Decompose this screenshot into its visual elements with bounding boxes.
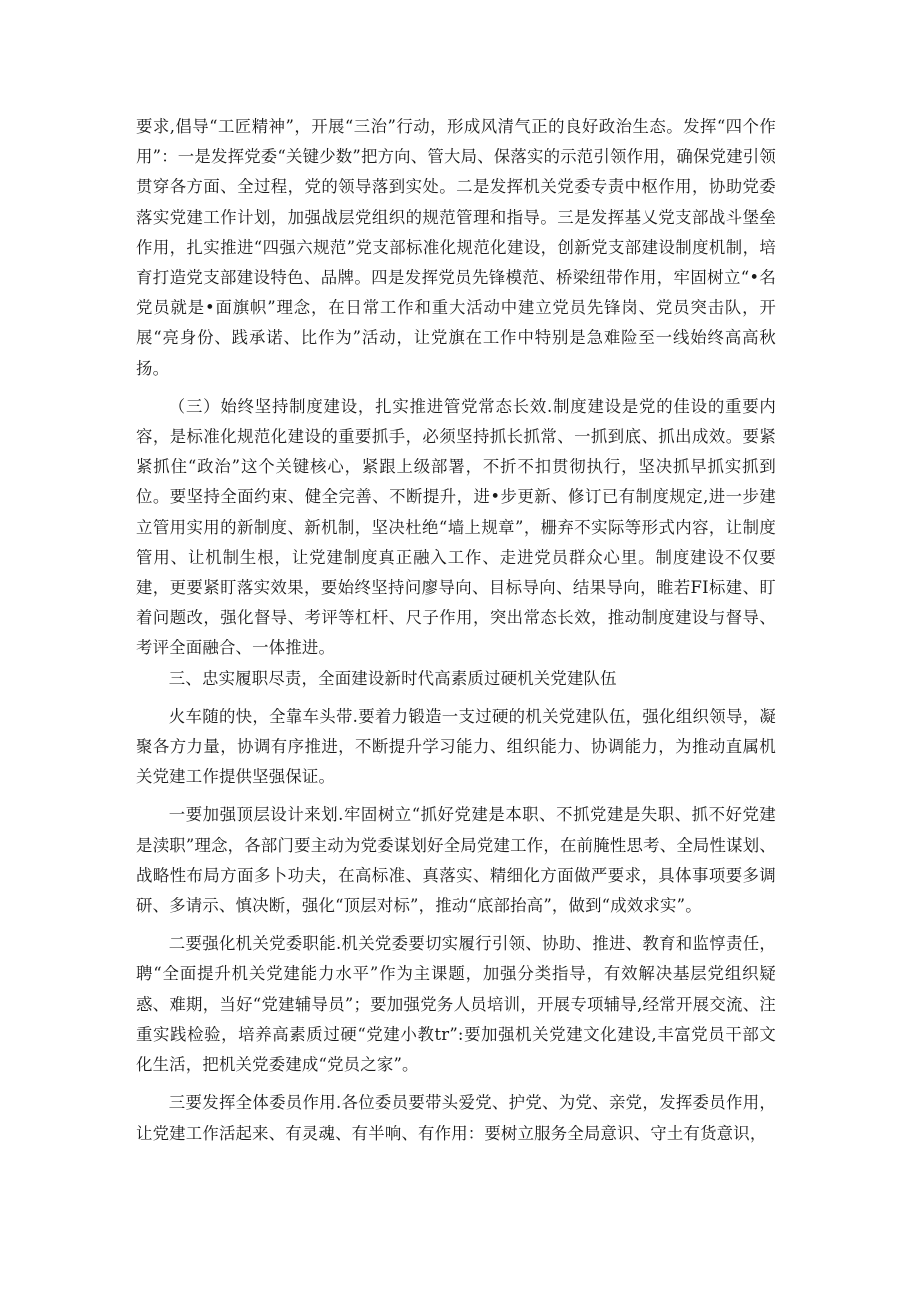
paragraph-committee-members: 三要发挥全体委员作用.各位委员要带头爱党、护党、为党、亲党，发挥委员作用，让党建工作活起来、有灵魂、有半响、有作用：要树立服务全局意识、守土有货意识， — [136, 1093, 776, 1143]
paragraph-team-intro: 火车随的快，全靠车头带.要着力锻造一支过硬的机关党建队伍，强化组织领导，凝聚各方力量，协调有序推进，不断提升学习能力、组织能力、协调能力，为推动直属机关党建工作提供坚强保证。 — [136, 706, 776, 787]
document-page — [136, 112, 776, 1149]
section-heading-three: 三、忠实履职尽责，全面建设新时代高素质过硬机关党建队伍 — [168, 668, 617, 688]
paragraph-committee-function: 二要强化机关党委职能.机关党委要切实履行引领、协助、推进、教育和监惇责任，聘“全面提升机关党建能力水平”作为主课题，加强分类指导，有效解决基层党组织疑惑、难期，当好“党建辅导员”；要加强党务人员培训，开展专项辅导,经常开展交流、注重实践检验，培养高素质过硬“党建小教tr”:要加强机关党建文化建设,丰富党员干部文化生活，把机关党委建成“党员之家”。 — [136, 934, 776, 1075]
paragraph-party-roles: 要求,倡导“工匠精神”，开展“三治”行动，形成风清气正的良好政治生态。发挥“四个作用”：一是发挥党委“关键少数”把方向、管大局、保落实的示范引领作用，确保党建引领贯穿各方面、全过程，党的领导落到实处。二是发挥机关党委专责中枢作用，协助党委落实党建工作计划，加强战层党组织的规范管理和指导。三是发挥基乂党支部战斗堡垒作用，扎实推进“四强六规范”党支部标准化规范化建设，创新党支部建设制度机制，培育打造党支部建设特色、品牌。四是发挥党员先锋模范、桥梁纽带作用，牢固树立“•名党员就是•面旗帜”理念，在日常工作和重大活动中建立党员先锋岗、党员突击队，开展“亮身份、践承诺、比作为”活动，让党旗在工作中特别是急难险至一线始终高高秋扬。 — [136, 117, 776, 378]
paragraph-top-design: 一要加强顶层设计来划.牢固树立“抓好党建是本职、不抓党建是失职、抓不好党建是渎职”理念，各部门要主动为党委谋划好全局党建工作，在前腌性思考、全局性谋划、战略性布局方面多卜功夫，在高标准、真落实、精细化方面做严要求，具体事项要多调研、多请示、慎决断，强化“顶层对标”，推动“底部抬高”，做到“成效求实”。 — [136, 805, 776, 916]
paragraph-system-building: （三）始终坚持制度建设，扎实推进管党常态长效.制度建设是党的佳设的重要内容，是标准化规范化建设的重要抓手，必须坚持抓长抓常、一抓到底、抓出成效。要紧紧抓住“政治”这个关键核心，紧跟上级部署，不折不扣贯彻执行，坚决抓早抓实抓到位。要坚持全面约束、健全完善、不断提升，进•步更新、修订已有制度规定,进一步建立管用实用的新制度、新机制，坚决杜绝“墙上规章”，栅弃不实际等形式内容，让制度管用、让机制生根，让党建制度真正融入工作、走进党员群众心里。制度建设不仅要建，更要紧盯落实效果，要始终坚持问廖导向、目标导向、结果导向，睢若FI标建、盯着问题改，强化督导、考评等杠杆、尺子作用，突出常态长效，推动制度建设与督导、考评全面融合、一体推进。 — [136, 396, 776, 658]
